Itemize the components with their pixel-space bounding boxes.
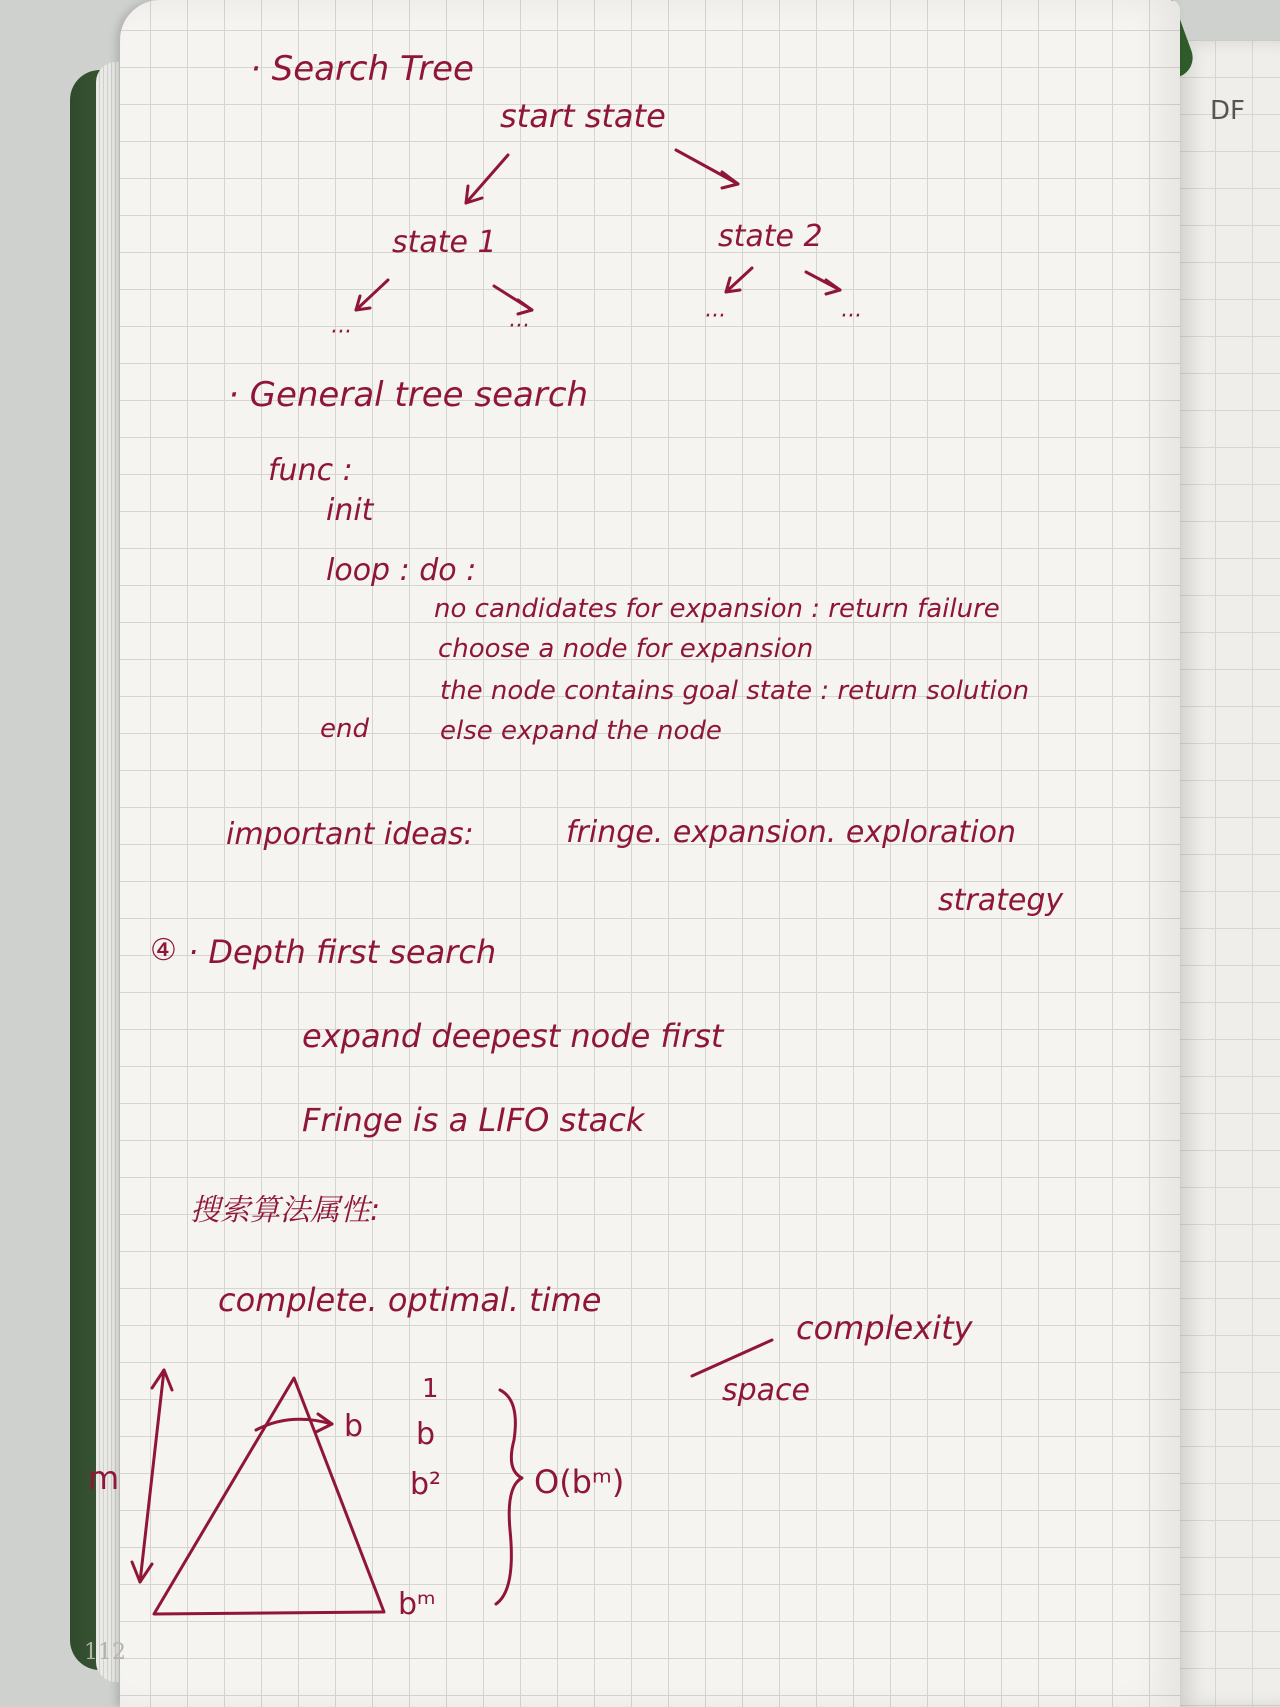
level-label: bᵐ <box>398 1587 436 1622</box>
general-heading: · General tree search <box>228 375 589 415</box>
level-label: b² <box>410 1467 442 1502</box>
dfs-line: Fringe is a LIFO stack <box>302 1101 645 1139</box>
facing-page-text: DF <box>1210 96 1245 126</box>
properties-heading: 搜索算法属性: <box>190 1193 381 1228</box>
properties-space: space <box>722 1373 811 1408</box>
properties-items: complete. optimal. time <box>218 1281 602 1319</box>
code-line: the node contains goal state : return solution <box>440 676 1030 706</box>
code-line: no candidates for expansion : return failure <box>434 594 1000 624</box>
code-line: func : <box>268 453 353 488</box>
complexity-total: O(bᵐ) <box>534 1463 625 1501</box>
depth-label: m <box>88 1459 120 1497</box>
tree-ellipsis: ··· <box>840 304 861 329</box>
search-tree-heading: · Search Tree <box>250 49 474 89</box>
dfs-marker: ④ <box>150 933 177 968</box>
page-number: 112 <box>84 1640 126 1665</box>
code-line: init <box>326 493 374 528</box>
code-line: else expand the node <box>440 716 722 746</box>
important-tail: strategy <box>938 883 1064 918</box>
code-line: choose a node for expansion <box>438 634 814 664</box>
tree-child-2: state 2 <box>718 219 823 254</box>
facing-page <box>1178 40 1280 1707</box>
code-line: loop : do : <box>326 553 477 588</box>
tree-child-1: state 1 <box>392 225 497 260</box>
tree-root: start state <box>500 97 666 135</box>
notebook-page <box>120 0 1180 1707</box>
level-label: b <box>416 1417 436 1452</box>
properties-complexity: complexity <box>796 1309 973 1347</box>
code-line: end <box>320 714 369 744</box>
dfs-heading: · Depth first search <box>188 933 497 971</box>
dfs-line: expand deepest node first <box>302 1017 724 1055</box>
tree-ellipsis: ··· <box>704 304 725 329</box>
level-label: 1 <box>422 1374 439 1404</box>
important-items: fringe. expansion. exploration <box>566 815 1016 850</box>
tree-ellipsis: ··· <box>330 320 351 345</box>
important-label: important ideas: <box>226 817 474 852</box>
branch-label: b <box>344 1409 364 1444</box>
tree-ellipsis: ··· <box>508 314 529 339</box>
